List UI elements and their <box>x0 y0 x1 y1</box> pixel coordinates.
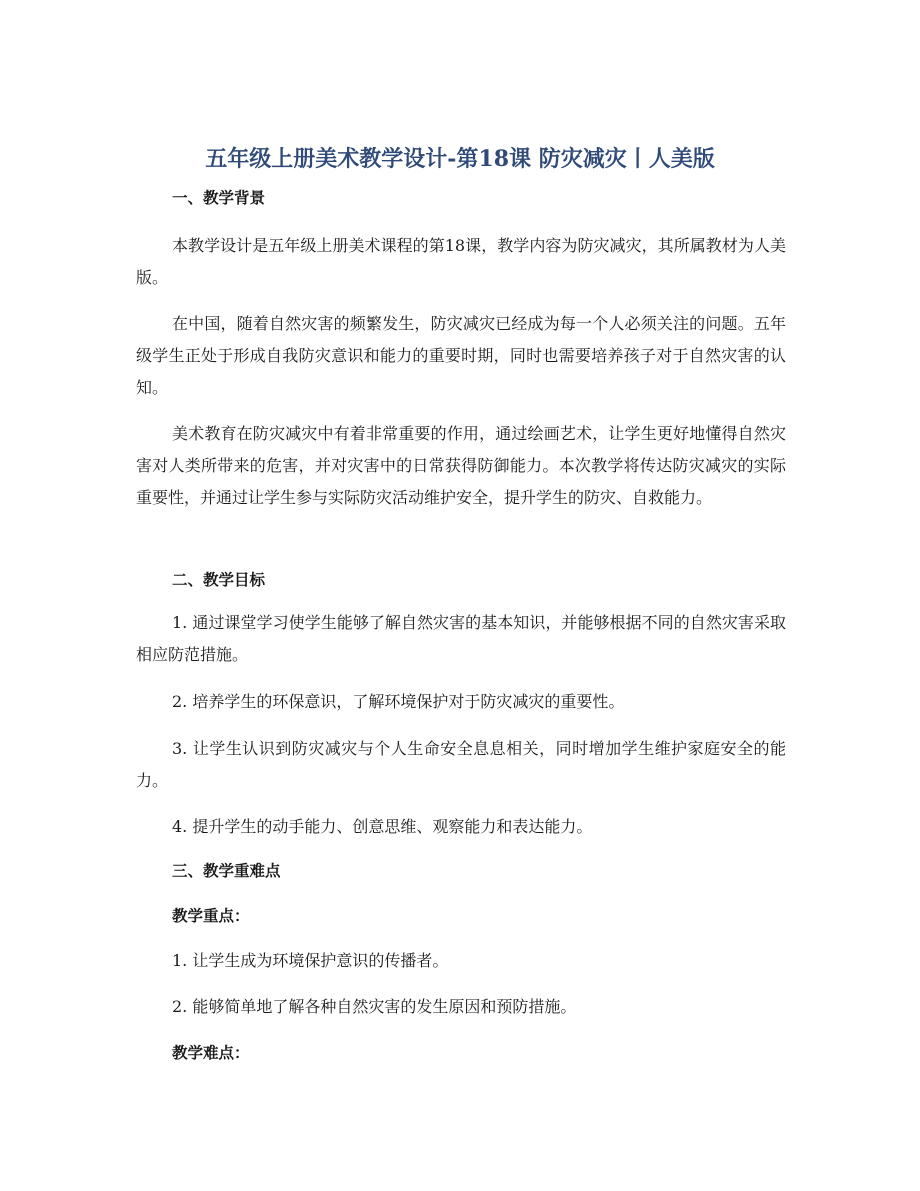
goal-item-2: 2. 培养学生的环保意识，了解环境保护对于防灾减灾的重要性。 <box>172 692 625 711</box>
section-heading-background: 一、教学背景 <box>172 188 266 207</box>
background-paragraph-2: 在中国，随着自然灾害的频繁发生，防灾减灾已经成为每一个人必须关注的问题。五年级学生正处于形成自我防灾意识和能力的重要时期，同时也需要培养孩子对于自然灾害的认知。 <box>136 314 786 397</box>
background-paragraph-1: 本教学设计是五年级上册美术课程的第18课，教学内容为防灾减灾，其所属教材为人美版。 <box>136 236 786 287</box>
focus-item-2: 2. 能够简单地了解各种自然灾害的发生原因和预防措施。 <box>172 997 577 1016</box>
section-heading-goals: 二、教学目标 <box>172 570 266 589</box>
goal-item-3: 3. 让学生认识到防灾减灾与个人生命安全息息相关，同时增加学生维护家庭安全的能力。 <box>136 739 786 790</box>
focus-label: 教学重点： <box>172 906 250 925</box>
document-title: 五年级上册美术教学设计-第18课 防灾减灾丨人美版 <box>205 146 715 172</box>
goal-item-1: 1. 通过课堂学习使学生能够了解自然灾害的基本知识，并能够根据不同的自然灾害采取相应防范措施。 <box>136 613 786 664</box>
section-heading-key-points: 三、教学重难点 <box>172 861 281 880</box>
background-paragraph-3: 美术教育在防灾减灾中有着非常重要的作用，通过绘画艺术，让学生更好地懂得自然灾害对人类所带来的危害，并对灾害中的日常获得防御能力。本次教学将传达防灾减灾的实际重要性，并通过让学生参与实际防灾活动维护安全，提升学生的防灾、自救能力。 <box>136 424 786 507</box>
goal-item-4: 4. 提升学生的动手能力、创意思维、观察能力和表达能力。 <box>172 817 593 836</box>
difficulty-label: 教学难点： <box>172 1043 250 1062</box>
focus-item-1: 1. 让学生成为环境保护意识的传播者。 <box>172 951 449 970</box>
